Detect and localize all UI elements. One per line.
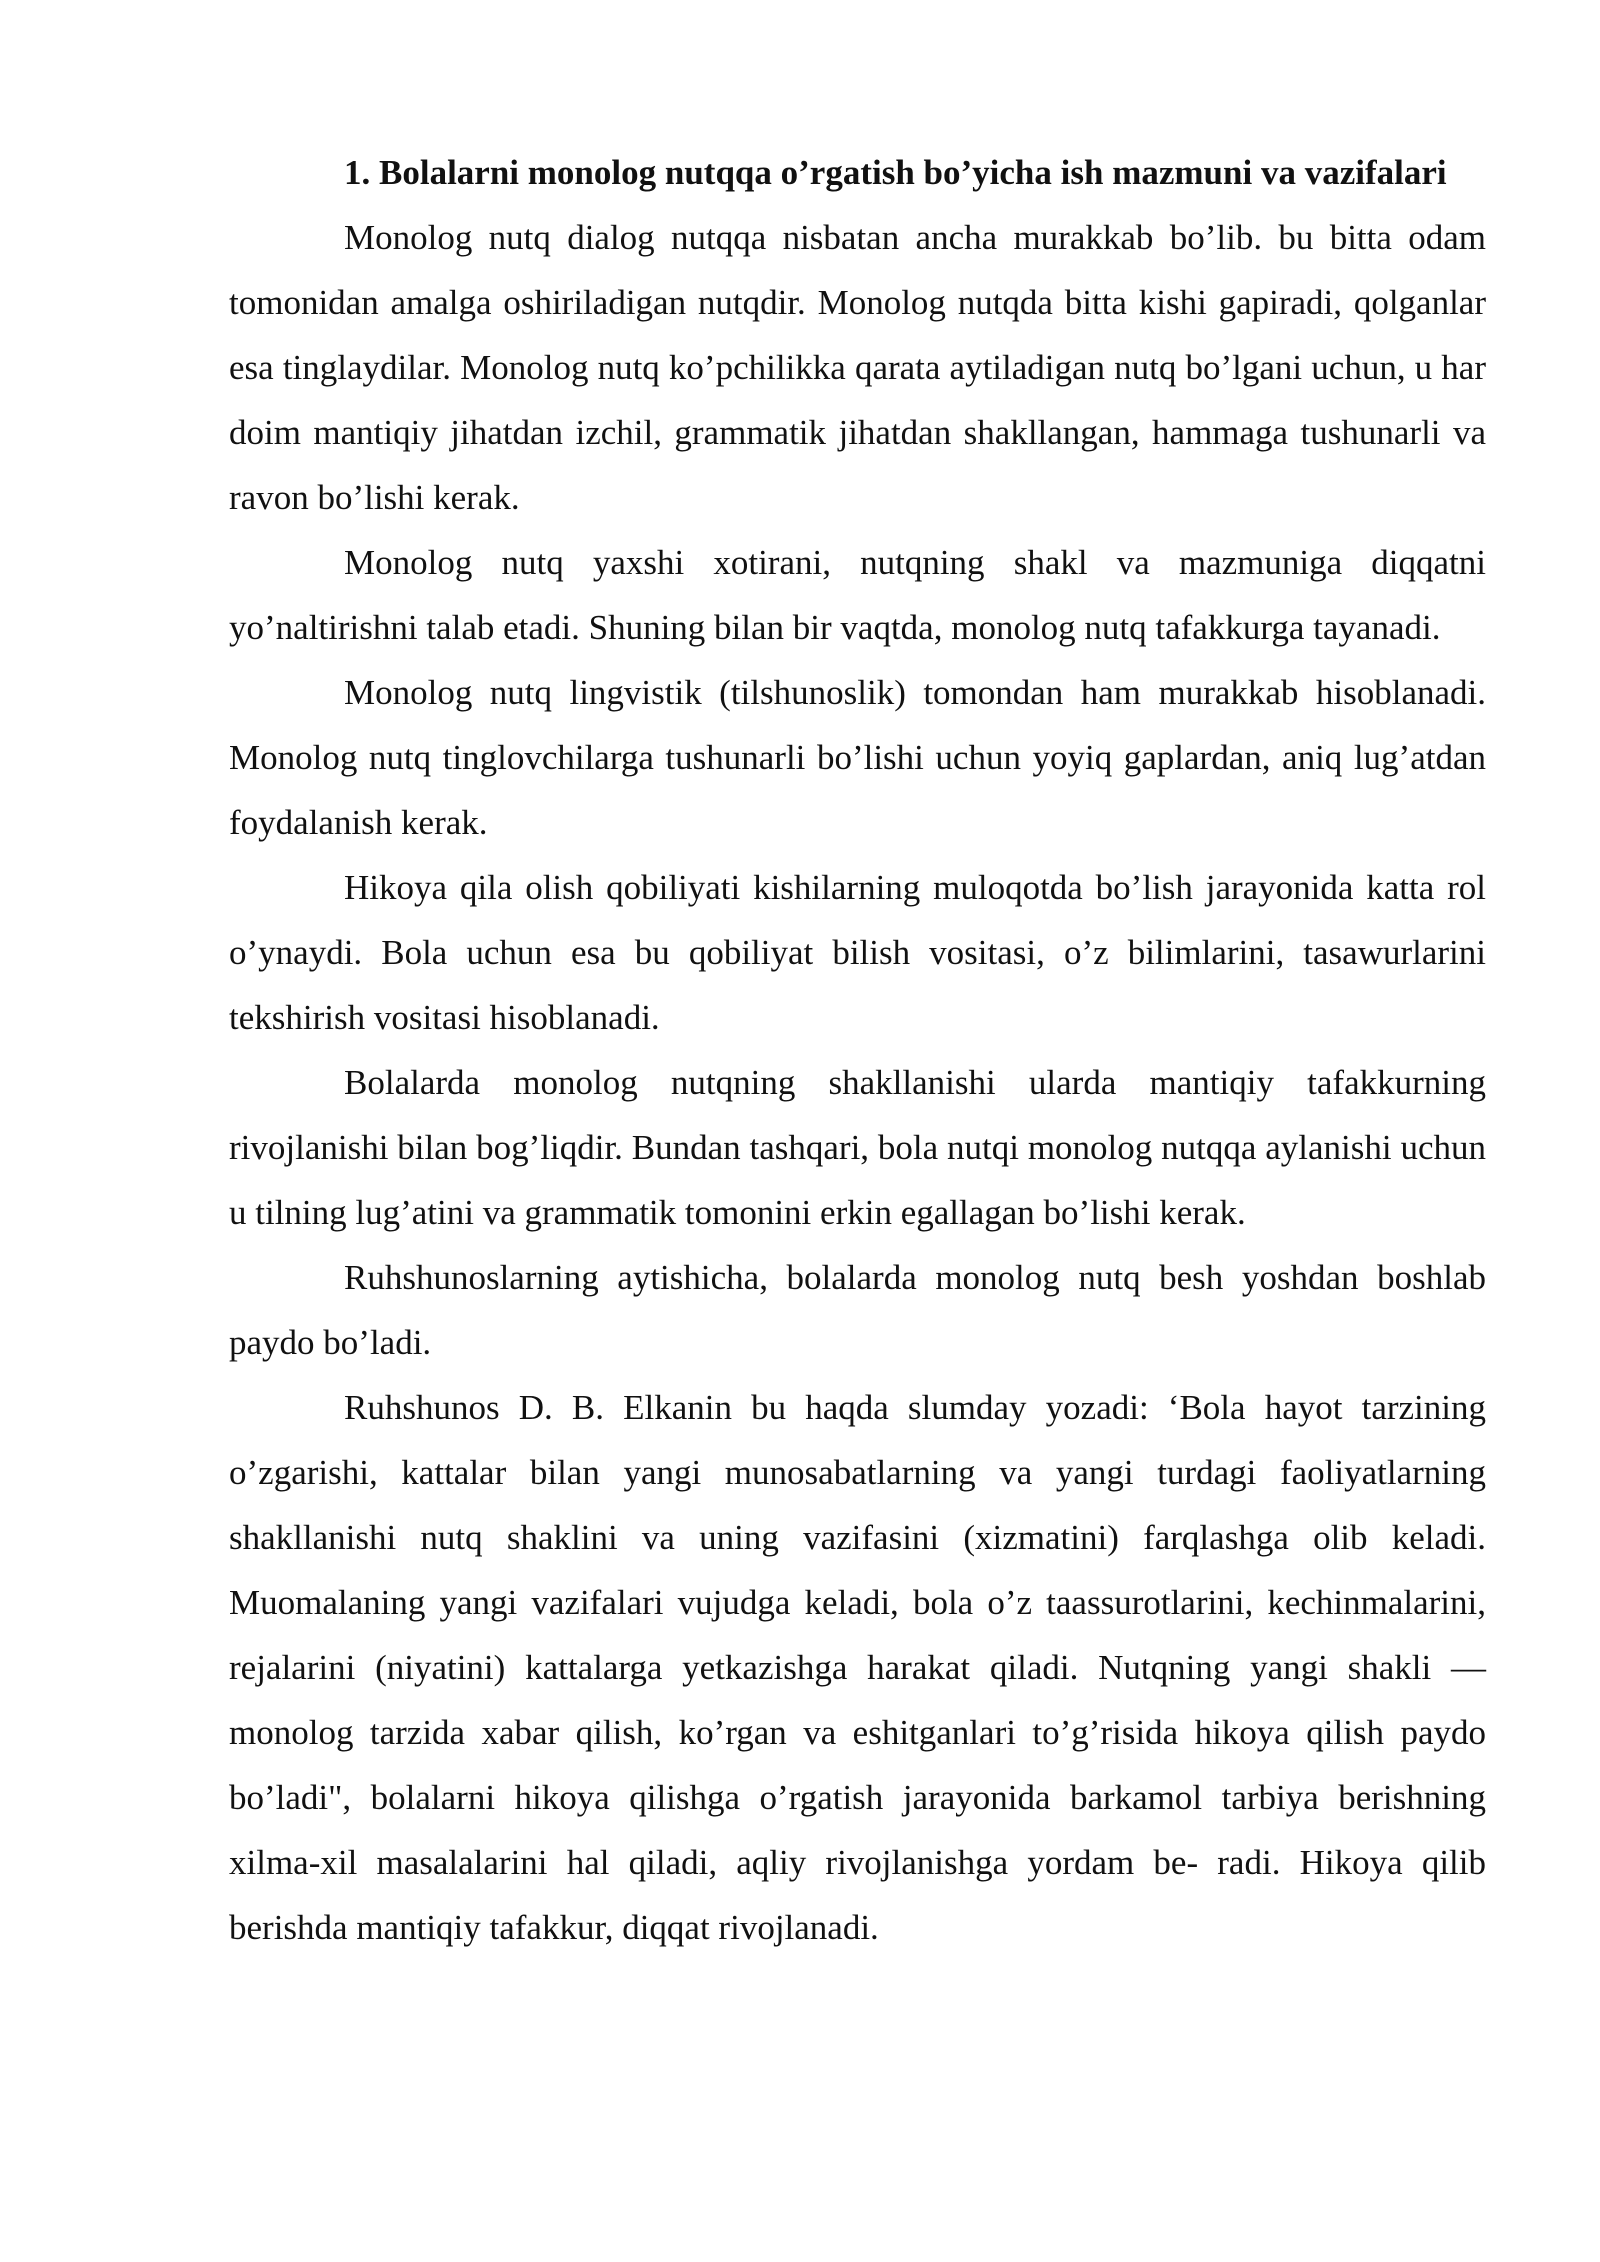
document-page: [229, 140, 1486, 1960]
paragraph-1: Monolog nutq dialog nutqqa nisbatan ancha murakkab bo’lib. bu bitta odam tomonidan amalga oshiriladigan nutqdir. Monolog nutqda bitta kishi gapiradi, qolganlar esa tinglaydilar. Monolog nutq ko’pchilikka qarata aytiladigan nutq bo’lgani uchun, u har doim mantiqiy jihatdan izchil, grammatik jihatdan shakllangan, hammaga tushunarli va ravon bo’lishi kerak.: [229, 218, 1486, 517]
paragraph-5: Bolalarda monolog nutqning shakllanishi ularda mantiqiy tafakkurning rivojlanishi bilan bog’liqdir. Bundan tashqari, bola nutqi monolog nutqqa aylanishi uchun u tilning lug’atini va grammatik tomonini erkin egallagan bo’lishi kerak.: [229, 1063, 1486, 1232]
paragraph-3: Monolog nutq lingvistik (tilshunoslik) tomondan ham murakkab hisoblanadi. Monolog nutq tinglovchilarga tushunarli bo’lishi uchun yoyiq gaplardan, aniq lug’atdan foydalanish kerak.: [229, 673, 1486, 842]
paragraph-7: Ruhshunos D. B. Elkanin bu haqda slumday yozadi: ‘Bola hayot tarzining o’zgarishi, kattalar bilan yangi munosabatlarning va yangi turdagi faoliyatlarning shakllanishi nutq shaklini va uning vazifasini (xizmatini) farqlashga olib keladi. Muomalaning yangi vazifalari vujudga keladi, bola o’z taassurotlarini, kechinmalarini, rejalarini (niyatini) kattalarga yetkazishga harakat qiladi. Nutqning yangi shakli — monolog tarzida xabar qilish, ko’rgan va eshitganlari to’g’risida hikoya qilish paydo bo’ladi", bolalarni hikoya qilishga o’rgatish jarayonida barkamol tarbiya berishning xilma-xil masalalarini hal qiladi, aqliy rivojlanishga yordam be- radi. Hikoya qilib berishda mantiqiy tafakkur, diqqat rivojlanadi.: [229, 1388, 1486, 1947]
section-heading: 1. Bolalarni monolog nutqqa o’rgatish bo’yicha ish mazmuni va vazifalari: [344, 153, 1447, 192]
paragraph-4: Hikoya qila olish qobiliyati kishilarning muloqotda bo’lish jarayonida katta rol o’ynaydi. Bola uchun esa bu qobiliyat bilish vositasi, o’z bilimlarini, tasawurlarini tekshirish vositasi hisoblanadi.: [229, 868, 1486, 1037]
paragraph-6: Ruhshunoslarning aytishicha, bolalarda monolog nutq besh yoshdan boshlab paydo bo’ladi.: [229, 1258, 1486, 1362]
paragraph-2: Monolog nutq yaxshi xotirani, nutqning shakl va mazmuniga diqqatni yo’naltirishni talab etadi. Shuning bilan bir vaqtda, monolog nutq tafakkurga tayanadi.: [229, 543, 1486, 647]
